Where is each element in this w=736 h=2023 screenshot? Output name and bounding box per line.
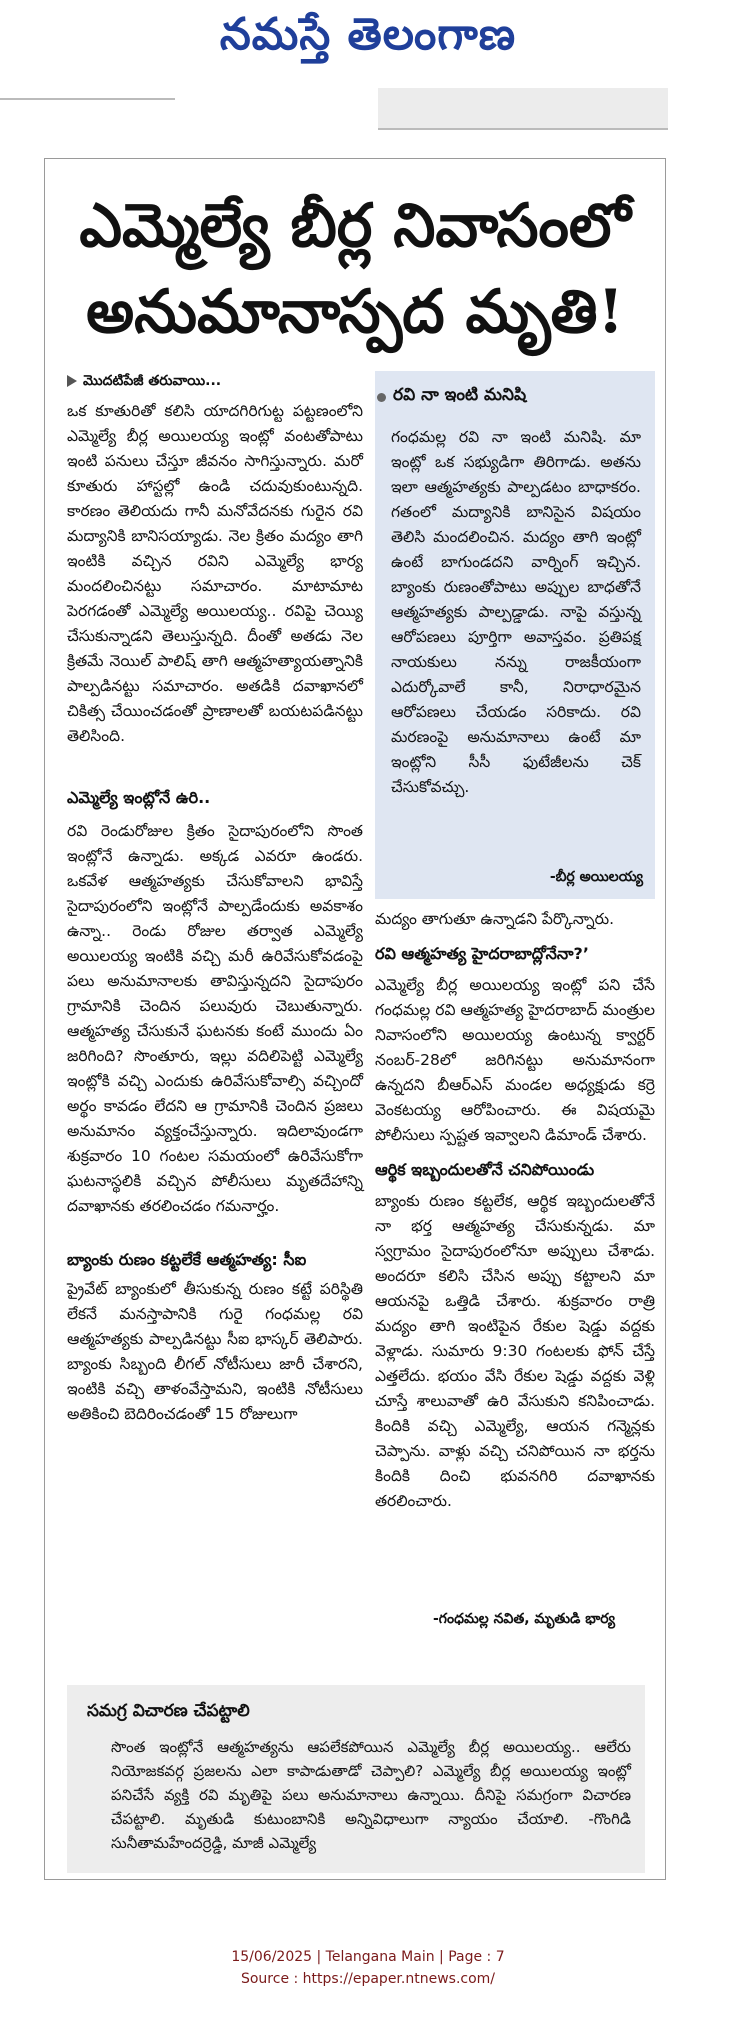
subheading-2: బ్యాంకు రుణం కట్టలేకే ఆత్మహత్య: సీఐ bbox=[67, 1250, 307, 1269]
bullet-icon bbox=[377, 393, 386, 402]
box-title: రవి నా ఇంటి మనిషి bbox=[393, 385, 527, 405]
article bbox=[44, 158, 666, 1880]
quote-signature: -గంధమల్ల నవిత, మృతుడి భార్య bbox=[433, 1611, 615, 1627]
bottom-box-text: సొంత ఇంట్లోనే ఆత్మహత్యను ఆపలేకపోయిన ఎమ్మెల్యే బీర్ల అయిలయ్య.. ఆలేరు నియోజకవర్గ ప్రజలను ఎలా కాపాడుతాడో చెప్పాలి? ఎమ్మెల్యే బీర్ల అయిలయ్య ఇంట్లో పనిచేసే వ్యక్తి రవి మృతిపై పలు అనుమానాలు ఉన్నాయి. దీనిపై సమగ్రంగా విచారణ చేపట్టాలి. మృతుడి కుటుంబానికి అన్నివిధాలుగా న్యాయం చేయాలి. -గొంగిడి సునీతామహేందర్రెడ్డి, మాజీ ఎమ్మెల్యే bbox=[111, 1738, 631, 1852]
header-strip bbox=[0, 88, 736, 130]
subheading-4: ఆర్థిక ఇబ్బందులతోనే చనిపోయిండు bbox=[375, 1160, 595, 1179]
paragraph-4: మద్యం తాగుతూ ఉన్నాడని పేర్కొన్నారు. bbox=[375, 910, 615, 928]
bottom-box-title: సమగ్ర విచారణ చేపట్టాలి bbox=[87, 1701, 250, 1721]
arrow-icon bbox=[67, 375, 77, 387]
box-signature: -బీర్ల అయిలయ్య bbox=[549, 869, 643, 885]
masthead bbox=[0, 0, 736, 70]
subheading-3: రవి ఆత్మహత్య హైదరాబాద్లోనేనా?’ bbox=[375, 944, 589, 963]
paragraph-2: రవి రెండురోజుల క్రితం సైదాపురంలోని సొంత ఇంట్లోనే ఉన్నాడు. అక్కడ ఎవరూ ఉండరు. ఒకవేళ ఆత్మహత్యకు చేసుకోవాలని భావిస్తే సైదాపురంలోని ఇంట్లోనే పాల్పడేందుకు అవకాశం ఉన్నా.. రెండు రోజుల తర్వాత ఎమ్మెల్యే అయిలయ్య ఇంటికి వచ్చి మరీ ఉరివేసుకోవడంపై పలు అనుమానాలకు తావిస్తున్నదని సైదాపురం గ్రామానికి చెందిన పలువురు చెబుతున్నారు. ఆత్మహత్య చేసుకునే ఘటనకు కంటే ముందు ఏం జరిగింది? సొంతూరు, ఇల్లు వదిలిపెట్టి ఎమ్మెల్యే ఇంట్లోకి వచ్చి ఎందుకు ఉరివేసుకోవాల్సి వచ్చిందో అర్థం కావడం లేదని ఆ గ్రామానికి చెందిన ప్రజలు అనుమానం వ్యక్తంచేస్తున్నారు. ఇదిలావుండగా శుక్రవారం 10 గంటల సమయంలో ఉరివేసుకోగా ఘటనాస్థలికి వచ్చిన పోలీసులు మృతదేహాన్ని దవాఖానకు తరలించడం గమనార్హం. bbox=[67, 822, 363, 1215]
newspaper-logo: నమస్తే తెలంగాణ bbox=[219, 9, 517, 60]
paragraph-3: ప్రైవేట్ బ్యాంకులో తీసుకున్న రుణం కట్టే పరిస్థితి లేకనే మనస్తాపానికి గురై గంధమల్ల రవి ఆత్మహత్యకు పాల్పడినట్టు సీఐ భాస్కర్ తెలిపారు. బ్యాంకు సిబ్బంది లీగల్ నోటీసులు జారీ చేశారని, ఇంటికి వచ్చి తాళంవేస్తామని, ఇంటికి నోటీసులు అతికించి బెదిరించడంతో 15 రోజులుగా bbox=[67, 1280, 363, 1423]
continued-text: మొదటిపేజీ తరువాయి... bbox=[83, 373, 222, 389]
paragraph-1: ఒక కూతురితో కలిసి యాదగిరిగుట్ట పట్టణంలోని ఎమ్మెల్యే బీర్ల అయిలయ్య ఇంట్లో వంటతోపాటు ఇంటి పనులు చేస్తూ జీవనం సాగిస్తున్నారు. మరో కూతురు హాస్టల్లో ఉండి చదువుకుంటున్నది. కారణం తెలియదు గానీ మనోవేదనకు గురైన రవి మద్యానికి బానిసయ్యాడు. నెల క్రితం మద్యం తాగి ఇంటికి వచ్చిన రవిని ఎమ్మెల్యే భార్య మందలించినట్టు సమాచారం. మాటామాట పెరగడంతో ఎమ్మెల్యే అయిలయ్య.. రవిపై చెయ్యి చేసుకున్నాడని తెలుస్తున్నది. దీంతో అతడు నెల క్రితమే నెయిల్ పాలిష్ తాగి ఆత్మహత్యాయత్నానికి పాల్పడినట్టు సమాచారం. అతడికి దవాఖానలో చికిత్స చేయించడంతో ప్రాణాలతో బయటపడినట్టు తెలిసింది. bbox=[67, 402, 363, 745]
subheading-1: ఎమ్మెల్యే ఇంట్లోనే ఉరి.. bbox=[67, 788, 211, 807]
sidebar-box bbox=[375, 371, 655, 899]
paragraph-5: ఎమ్మెల్యే బీర్ల అయిలయ్య ఇంట్లో పని చేసే గంధమల్ల రవి ఆత్మహత్య హైదరాబాద్ మంత్రుల నివాసంలోని అయిలయ్య ఉంటున్న క్వార్టర్ నంబర్-28లో జరిగినట్టు అనుమానంగా ఉన్నదని బీఆర్ఎస్ మండల అధ్యక్షుడు కర్రె వెంకటయ్య ఆరోపించారు. ఈ విషయమై పోలీసులు స్పష్టత ఇవ్వాలని డిమాండ్ చేశారు. bbox=[375, 976, 655, 1144]
continued-label bbox=[67, 371, 221, 391]
footer bbox=[0, 1946, 736, 1990]
divider bbox=[0, 98, 175, 100]
headline: ఎమ్మెల్యే బీర్ల నివాసంలో అనుమానాస్పద మృతి! bbox=[79, 191, 631, 347]
footer-date: 15/06/2025 | Telangana Main | Page : 7 bbox=[231, 1949, 505, 1965]
footer-source: Source : https://epaper.ntnews.com/ bbox=[240, 1971, 496, 1987]
header-box bbox=[378, 88, 668, 130]
box-text: గంధమల్ల రవి నా ఇంటి మనిషి. మా ఇంట్లో ఒక సభ్యుడిగా తిరిగాడు. అతను ఇలా ఆత్మహత్యకు పాల్పడటం బాధాకరం. గతంలో మద్యానికి బానిసైన విషయం తెలిసి మందలించిన. మద్యం తాగి ఇంట్లో ఉంటే బాగుండదని వార్నింగ్ ఇచ్చిన. బ్యాంకు రుణంతోపాటు అప్పుల బాధతోనే ఆత్మహత్యకు పాల్పడ్డాడు. నాపై వస్తున్న ఆరోపణలు పూర్తిగా అవాస్తవం. ప్రతిపక్ష నాయకులు నన్ను రాజకీయంగా ఎదుర్కోవాలే కానీ, నిరాధారమైన ఆరోపణలు చేయడం సరికాదు. రవి మరణంపై అనుమానాలు ఉంటే మా ఇంట్లోని సీసీ ఫుటేజీలను చెక్ చేసుకోవచ్చు. bbox=[391, 428, 641, 796]
paragraph-6: బ్యాంకు రుణం కట్టలేక, ఆర్థిక ఇబ్బందులతోనే నా భర్త ఆత్మహత్య చేసుకున్నడు. మా స్వగ్రామం సైదాపురంలోనూ అప్పులు చేశాడు. అందరూ కలిసి చేసిన అప్పు కట్టాలని మా ఆయనపై ఒత్తిడి చేశారు. శుక్రవారం రాత్రి మద్యం తాగి ఇంటిపైన రేకుల షెడ్డు వద్దకు వెళ్లాడు. సుమారు 9:30 గంటలకు ఫోన్ చేస్తే ఎత్తలేదు. భయం వేసి రేకుల షెడ్డు వద్దకు వెళ్లి చూస్తే శాలువాతో ఉరి వేసుకుని కనిపించాడు. కిందికి వచ్చి ఎమ్మెల్యే, ఆయన గన్మెన్లకు చెప్పాను. వాళ్లు వచ్చి చనిపోయిన నా భర్తను కిందికి దించి భువనగిరి దవాఖానకు తరలించారు. bbox=[375, 1192, 655, 1510]
bottom-box bbox=[67, 1685, 645, 1873]
